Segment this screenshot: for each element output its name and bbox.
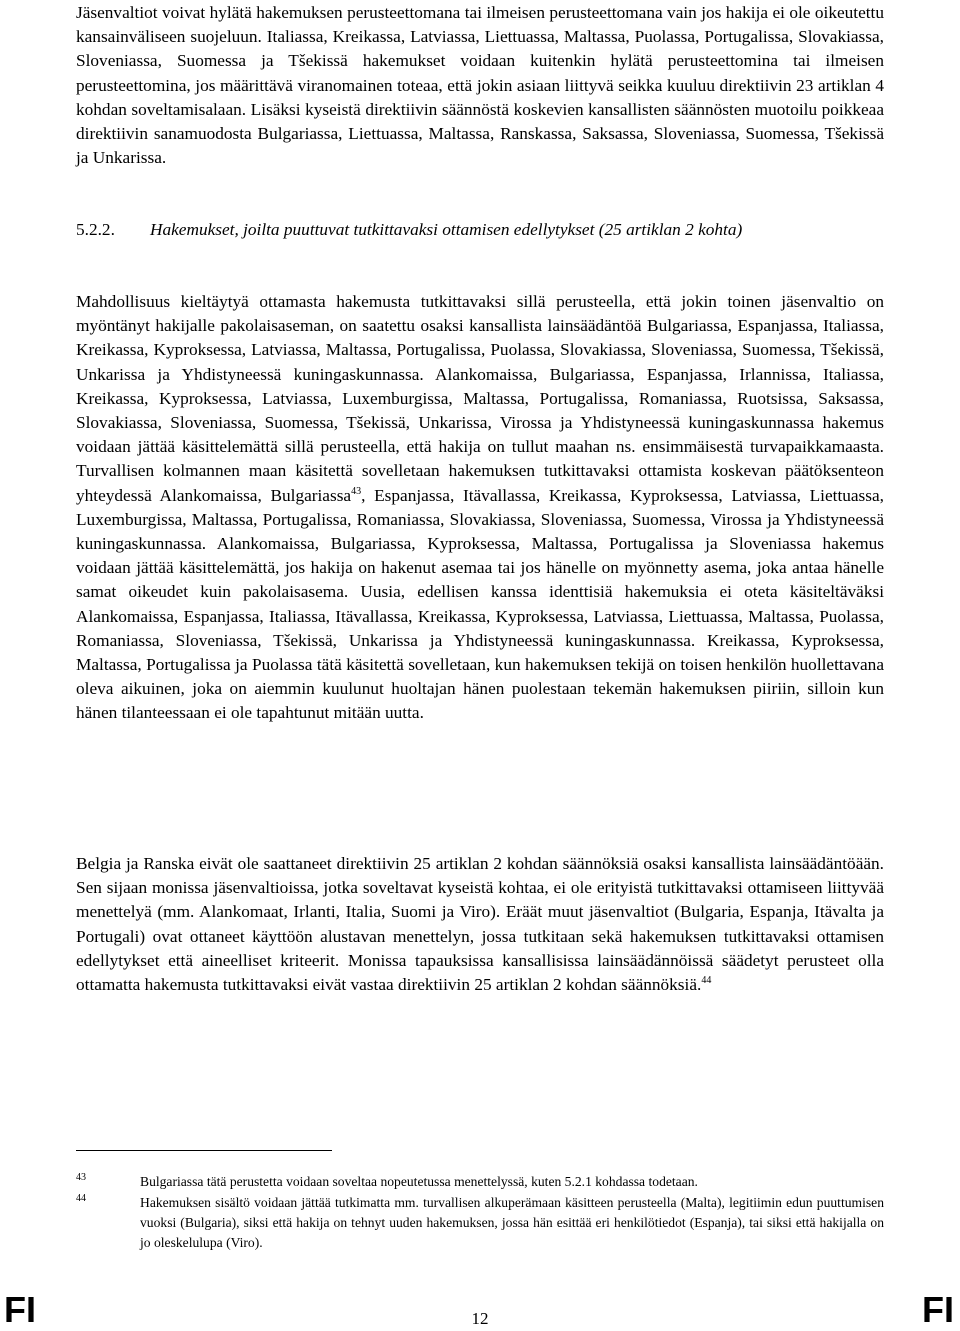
footnote-43 xyxy=(76,1172,884,1192)
section-number: 5.2.2. xyxy=(76,220,115,239)
footnote-number: 44 xyxy=(76,1193,86,1204)
paragraph-rejection-grounds: Jäsenvaltiot voivat hylätä hakemuksen perusteettomana tai ilmeisen perusteettomana vain jos hakija ei ole oikeutettu kansainväliseen suojeluun. Italiassa, Kreikassa, Latviassa, Liettuassa, Maltassa, Puolassa, Portugalissa, Slovakiassa, Sloveniassa, Suomessa ja Tšekissä hakemukset voidaan kuitenkin hylätä perusteettomina tai ilmeisen perusteettomina, jos määrittävä viranomainen toteaa, että jokin asiaan liittyvä seikka kuuluu direktiivin 23 artiklan 4 kohdan soveltamisalaan. Lisäksi kyseistä direktiivin säännöstä koskevien kansallisten säännösten muotoilu poikkeaa direktiivin sanamuodosta Bulgariassa, Liettuassa, Maltassa, Ranskassa, Saksassa, Sloveniassa, Suomessa, Tšekissä ja Unkarissa. xyxy=(76,3,884,168)
footnote-separator xyxy=(76,1150,332,1151)
paragraph-text-part-2: , Espanjassa, Itävallassa, Kreikassa, Kyproksessa, Latviassa, Liettuassa, Luxemburgissa, Maltassa, Portugalissa, Romaniassa, Slovakiassa, Sloveniassa, Suomessa, Virossa ja Yhdistyneessä kuningaskunnassa. Alankomaissa, Bulgariassa, Kyproksessa, Maltassa, Portugalissa ja Sloveniassa hakemus voidaan jättää käsittelemättä, jos hakija on hakenut asemaa tai jos hänelle on myönnetty asema, joka antaa hänelle samat oikeudet kuin pakolaisasema. Uusia, edellisen kanssa identtisiä hakemuksia ei oteta käsiteltäväksi Alankomaissa, Espanjassa, Italiassa, Itävallassa, Kreikassa, Kyproksessa, Latviassa, Liettuassa, Maltassa, Puolassa, Romaniassa, Sloveniassa, Tšekissä, Unkarissa ja Yhdistyneessä kuningaskunnassa. Kreikassa, Kyproksessa, Maltassa, Portugalissa ja Puolassa tätä käsitettä sovelletaan, kun hakemuksen tekijä on toisen henkilön huollettavana oleva aikuinen, joka on aiemmin kuulunut huoltajan hänen puolestaan tekemän hakemuksen piiriin, silloin kun hänen tilanteessaan ei ole tapahtunut mitään uutta. xyxy=(76,485,884,723)
section-heading xyxy=(76,218,884,242)
page-number: 12 xyxy=(471,1309,489,1328)
paragraph-text: Belgia ja Ranska eivät ole saattaneet direktiivin 25 artiklan 2 kohdan säännöksiä osaksi kansallista lainsäädäntöään. Sen sijaan monissa jäsenvaltioissa, jotka soveltavat kyseistä kohtaa, ei ole erityistä tutkittavaksi ottamiseen liittyvää menettelyä (mm. Alankomaat, Irlanti, Italia, Suomi ja Viro). Eräät muut jäsenvaltiot (Bulgaria, Espanja, Itävalta ja Portugali) ovat ottaneet käyttöön alustavan menettelyn, jossa tutkitaan sekä hakemuksen tutkittavaksi ottamisen edellytykset että aineelliset kriteerit. Monissa tapauksissa kansallisissa lainsäädännöissä säädetyt perusteet olla ottamatta hakemusta tutkittavaksi eivät vastaa direktiivin 25 artiklan 2 kohdan säännöksiä. xyxy=(76,854,884,995)
paragraph-inadmissibility xyxy=(76,290,884,726)
footnote-text: Bulgariassa tätä perustetta voidaan soveltaa nopeutetussa menettelyssä, kuten 5.2.1 kohdassa todetaan. xyxy=(140,1174,698,1189)
footnote-ref-43[interactable]: 43 xyxy=(351,485,362,497)
paragraph-transposition xyxy=(76,852,884,997)
paragraph-text-part-1: Mahdollisuus kieltäytyä ottamasta hakemusta tutkittavaksi sillä perusteella, että jokin toinen jäsenvaltio on myöntänyt hakijalle pakolaisaseman, on saatettu osaksi kansallista lainsäädäntöä Bulgariassa, Espanjassa, Italiassa, Kreikassa, Kyproksessa, Latviassa, Maltassa, Portugalissa, Puolassa, Slovakiassa, Sloveniassa, Suomessa, Tšekissä, Unkarissa ja Yhdistyneessä kuningaskunnassa. Alankomaissa, Bulgariassa, Espanjassa, Irlannissa, Italiassa, Kreikassa, Kyproksessa, Latviassa, Luxemburgissa, Maltassa, Portugalissa, Romaniassa, Ruotsissa, Saksassa, Slovakiassa, Sloveniassa, Suomessa, Tšekissä, Unkarissa, Virossa ja Yhdistyneessä kuningaskunnassa hakemus voidaan jättää käsittelemättä sillä perusteella, että hakija on tullut maahan ns. ensimmäisestä turvapaikkamaasta. Turvallisen kolmannen maan käsitettä sovelletaan hakemuksen tutkittavaksi ottamista koskevan päätöksenteon yhteydessä Alankomaissa, Bulgariassa xyxy=(76,292,884,505)
footnote-text: Hakemuksen sisältö voidaan jättää tutkimatta mm. turvallisen alkuperämaan käsitteen perusteella (Malta), legitiimin edun puuttumisen vuoksi (Bulgaria), siksi että hakija on tehnyt uuden hakemuksen, jossa hän esittää eri henkilötiedot (Espanja), tai siksi että hakijalla on jo oleskelulupa (Viro). xyxy=(140,1195,884,1250)
footnote-number: 43 xyxy=(76,1172,86,1183)
footnote-ref-44[interactable]: 44 xyxy=(701,975,712,987)
section-title: Hakemukset, joilta puuttuvat tutkittavaksi ottamisen edellytykset (25 artiklan 2 kohta) xyxy=(150,220,743,239)
footnote-44 xyxy=(76,1193,884,1253)
language-code-right: FI xyxy=(922,1289,954,1330)
language-code-left: FI xyxy=(4,1289,36,1330)
